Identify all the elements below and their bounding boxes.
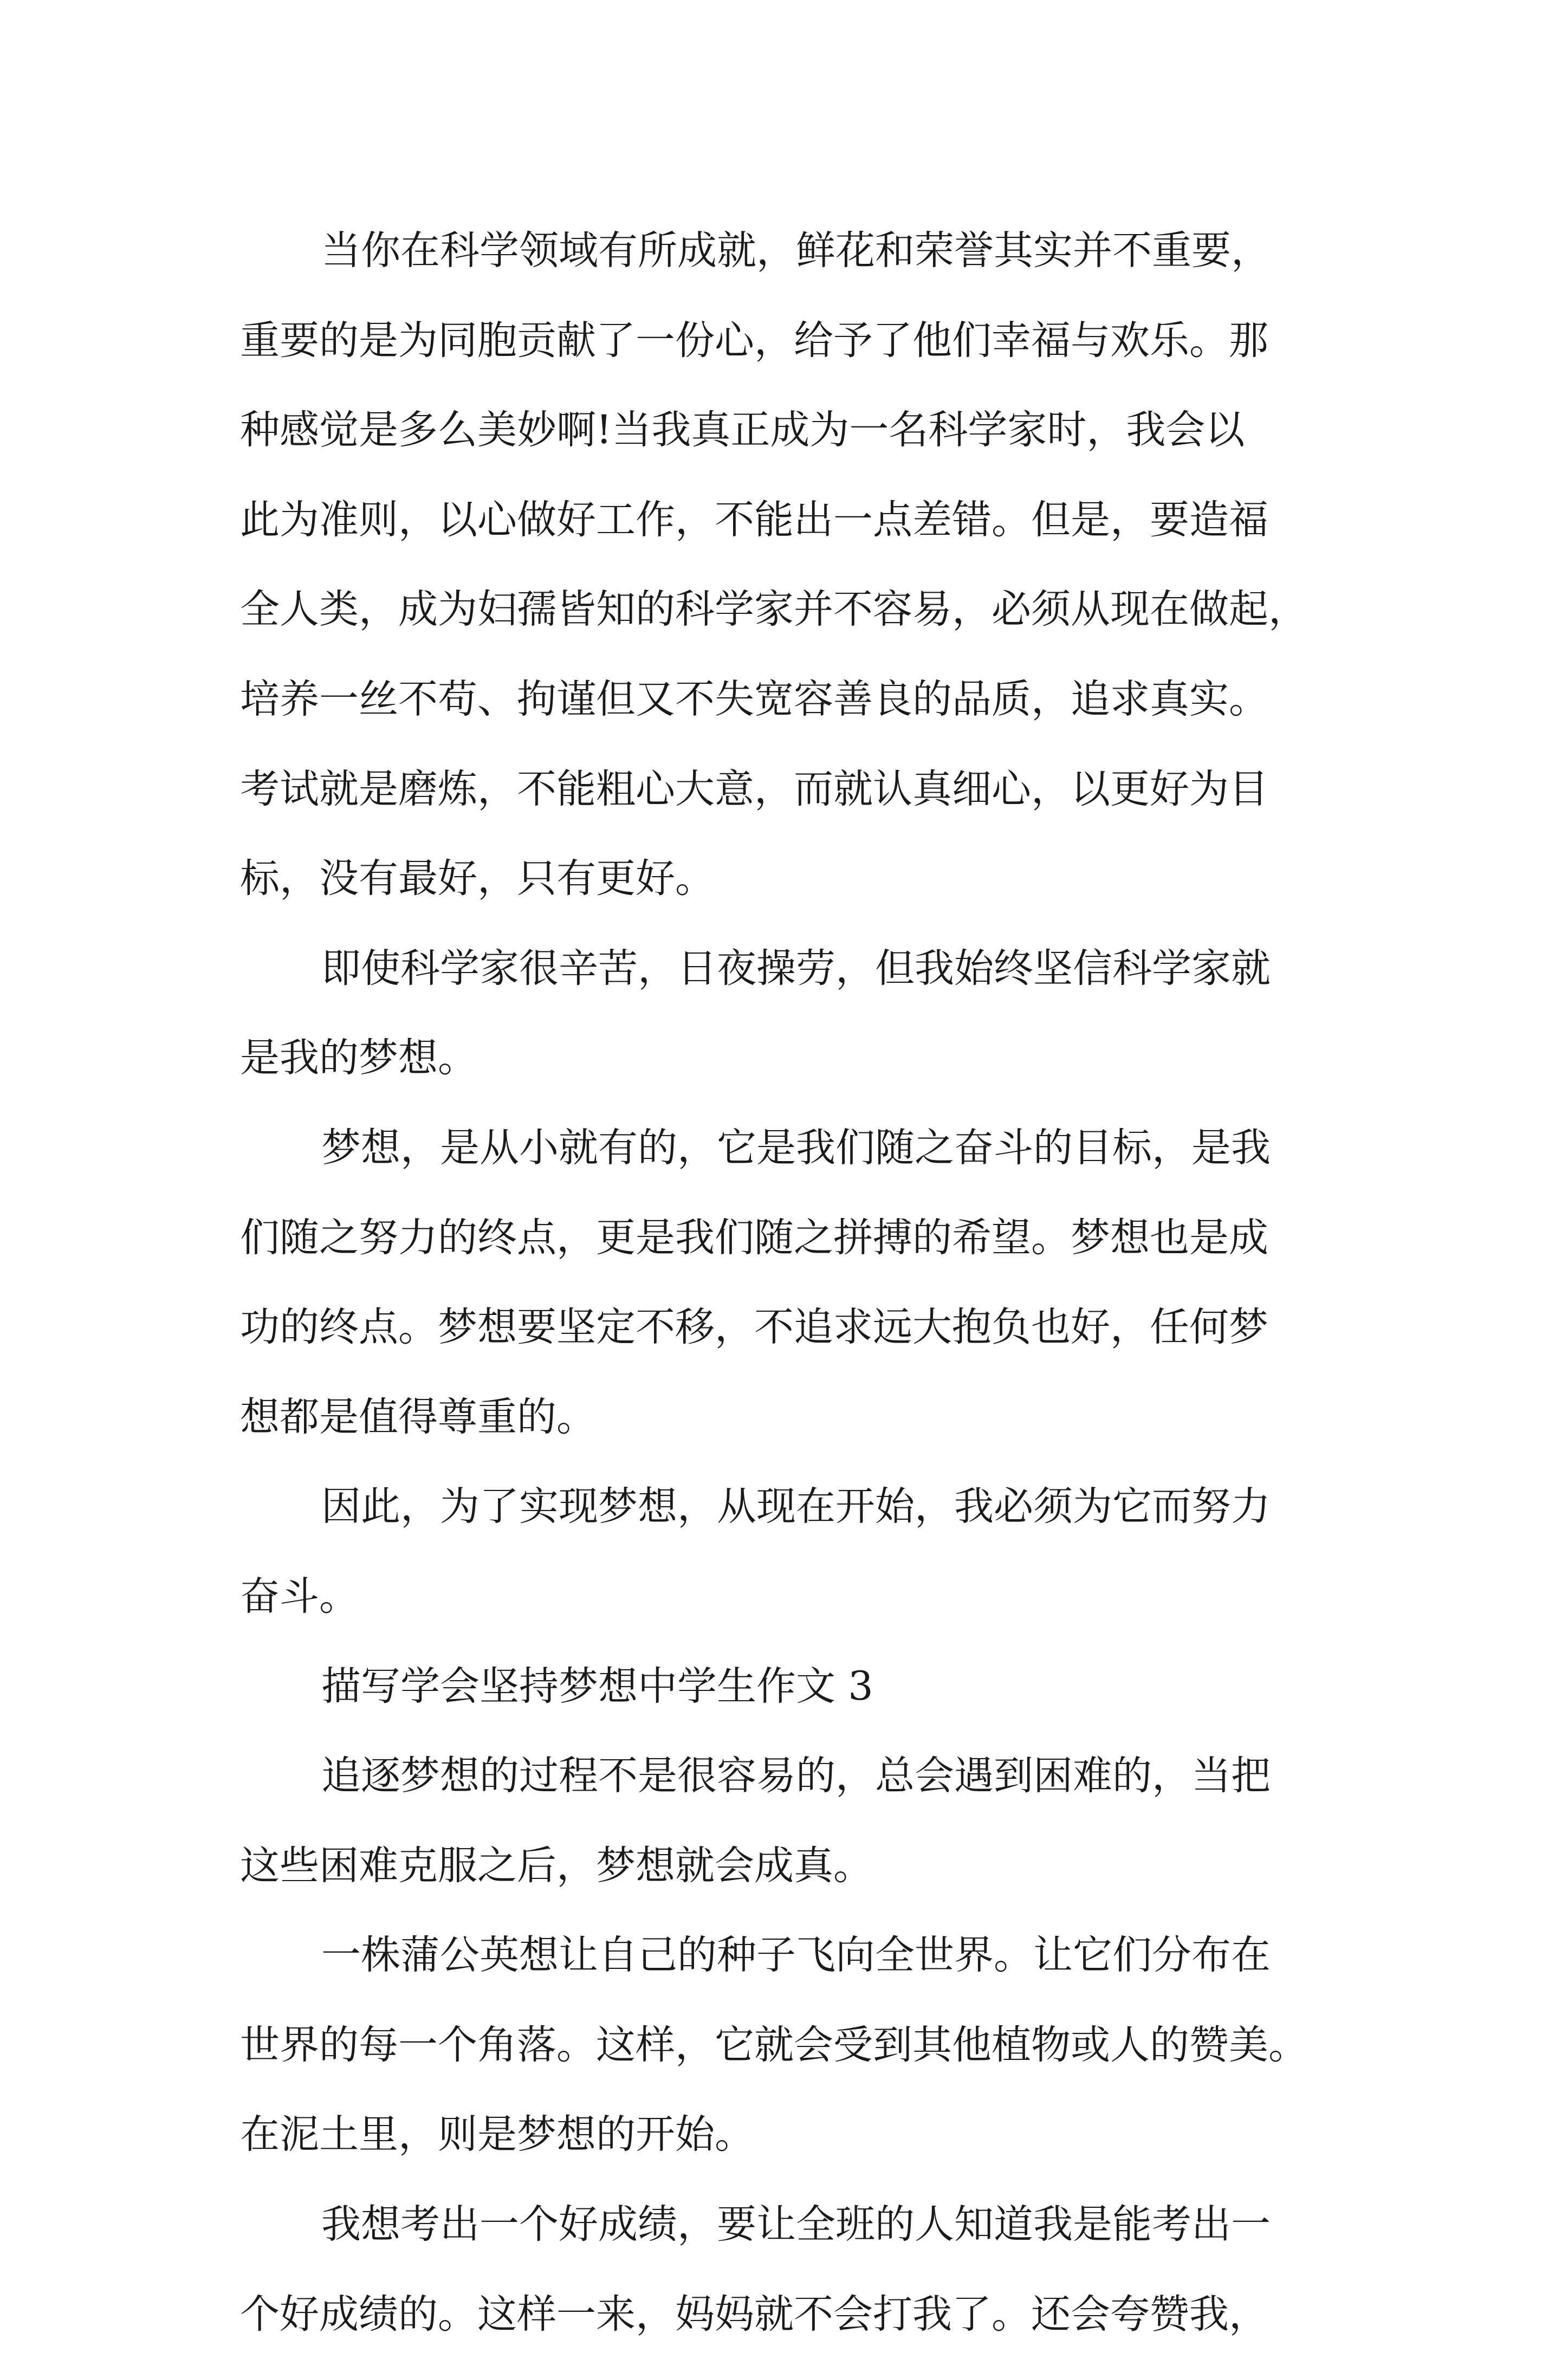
text-line: 考试就是磨炼，不能粗心大意，而就认真细心，以更好为目: [240, 766, 1268, 812]
text-line: 个好成绩的。这样一来，妈妈就不会打我了。还会夸赞我，: [240, 2291, 1268, 2337]
text-line: 是我的梦想。: [240, 1035, 477, 1081]
text-line: 们随之努力的终点，更是我们随之拼搏的希望。梦想也是成: [240, 1214, 1268, 1261]
essay-text: [240, 206, 1372, 2359]
text-line: 重要的是为同胞贡献了一份心，给予了他们幸福与欢乐。那: [240, 317, 1268, 364]
text-line: 标，没有最好，只有更好。: [240, 856, 715, 902]
text-line: 世界的每一个角落。这样，它就会受到其他植物或人的赞美。: [240, 2021, 1308, 2068]
text-line: 培养一丝不苟、拘谨但又不失宽容善良的品质，追求真实。: [240, 676, 1268, 722]
text-line: 即使科学家很辛苦，日夜操劳，但我始终坚信科学家就: [321, 945, 1271, 991]
text-line: 奋斗。: [240, 1573, 359, 1619]
text-line: 追逐梦想的过程不是很容易的，总会遇到困难的，当把: [321, 1753, 1271, 1799]
text-line: 当你在科学领域有所成就，鲜花和荣誉其实并不重要，: [321, 228, 1271, 274]
text-line: 这些困难克服之后，梦想就会成真。: [240, 1842, 873, 1889]
text-line: 功的终点。梦想要坚定不移，不追求远大抱负也好，任何梦: [240, 1304, 1268, 1351]
section-heading: 描写学会坚持梦想中学生作文 3: [321, 1663, 873, 1709]
text-line: 全人类，成为妇孺皆知的科学家并不容易，必须从现在做起，: [240, 586, 1308, 633]
text-line: 在泥土里，则是梦想的开始。: [240, 2111, 754, 2158]
text-line: 因此，为了实现梦想，从现在开始，我必须为它而努力: [321, 1483, 1271, 1530]
text-line: 一株蒲公英想让自己的种子飞向全世界。让它们分布在: [321, 1932, 1271, 1979]
text-line: 想都是值得尊重的。: [240, 1394, 596, 1440]
text-line: 种感觉是多么美妙啊!当我真正成为一名科学家时，我会以: [240, 407, 1245, 453]
text-line: 此为准则，以心做好工作，不能出一点差错。但是，要造福: [240, 496, 1268, 543]
text-line: 我想考出一个好成绩，要让全班的人知道我是能考出一: [321, 2201, 1271, 2248]
text-line: 梦想，是从小就有的，它是我们随之奋斗的目标，是我: [321, 1124, 1271, 1171]
